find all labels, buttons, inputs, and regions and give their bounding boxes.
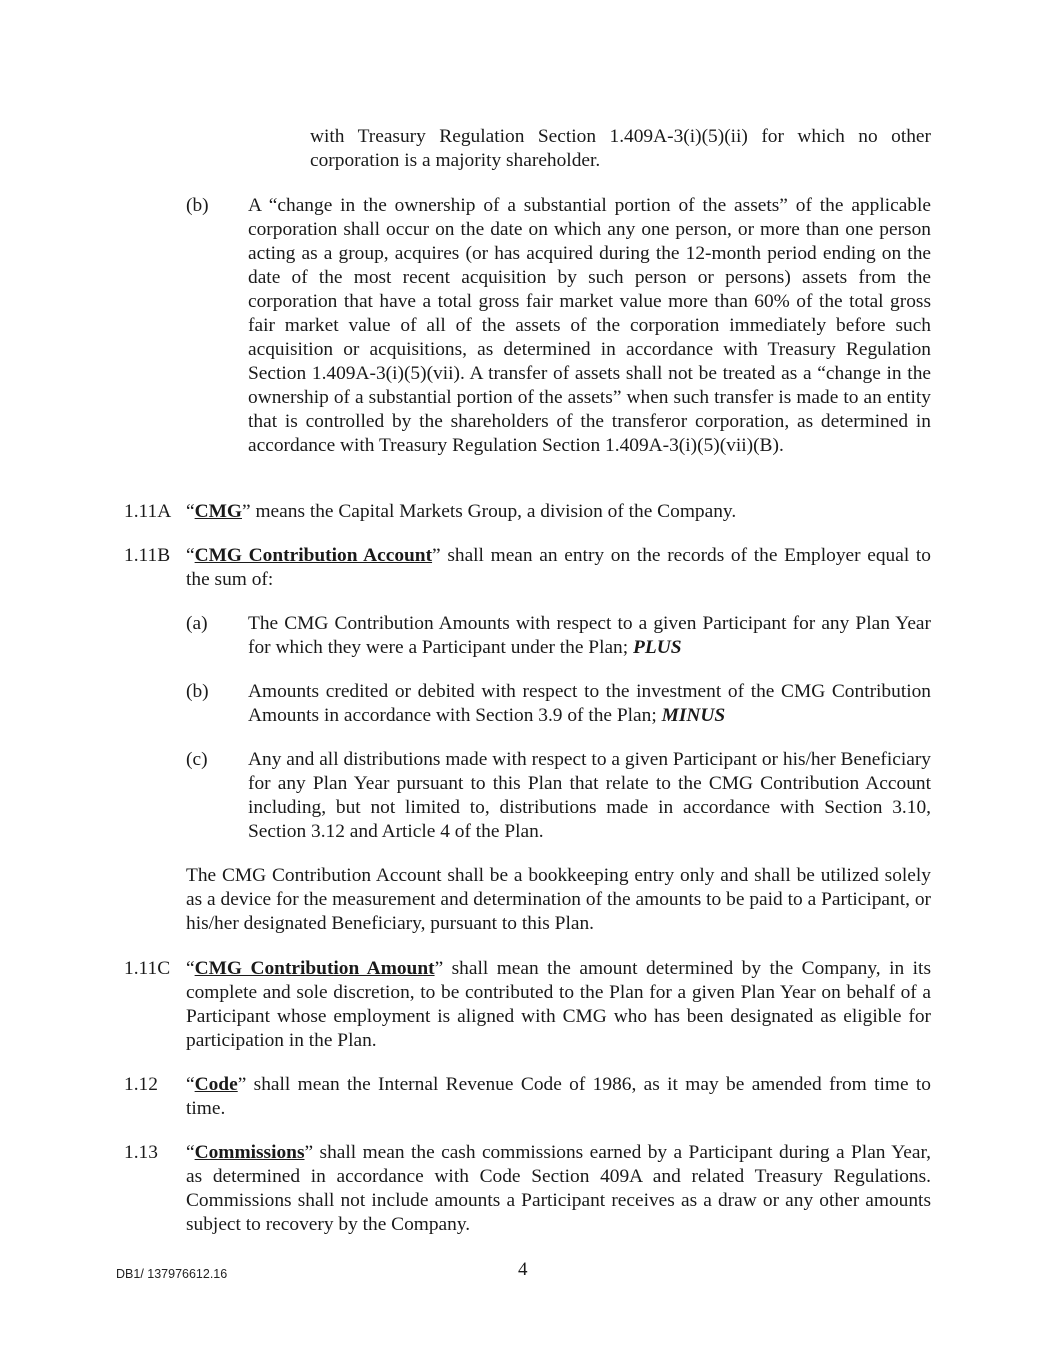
section-1-11b: [186, 544, 931, 592]
item-a: [248, 612, 931, 660]
item-a-text: The CMG Contribution Amounts with respect to a given Participant for any Plan Year for which they were a Participant under the Plan;: [248, 613, 931, 658]
section-number-1-11c: 1.11C: [124, 958, 171, 979]
section-1-12: [186, 1073, 931, 1121]
item-b-label: (b): [186, 681, 209, 702]
section-number-1-12: 1.12: [124, 1074, 158, 1095]
item-b: [248, 680, 931, 728]
section-1-11c: [186, 957, 931, 1053]
section-1-11a: [186, 500, 931, 524]
defined-term-cmg-contribution-amount: CMG Contribution Amount: [194, 958, 435, 979]
defined-term-code: Code: [194, 1074, 238, 1095]
item-b-text: Amounts credited or debited with respect to the investment of the CMG Contribution Amounts in accordance with Section 3.9 of the Plan;: [248, 681, 931, 726]
section-1-13: [186, 1141, 931, 1237]
item-c-label: (c): [186, 749, 208, 770]
definition-text: ” shall mean the Internal Revenue Code of 1986, as it may be amended from time to time.: [186, 1074, 931, 1119]
open-quote: “: [186, 1074, 195, 1095]
definition-text: ” shall mean the cash commissions earned by a Participant during a Plan Year, as determined in accordance with Code Section 409A and related Treasury Regulations. Commissions shall not include amounts a Participant receives as a draw or any other amounts subject to recovery by the Company.: [186, 1142, 931, 1235]
defined-term-commissions: Commissions: [194, 1142, 305, 1163]
open-quote: “: [186, 958, 195, 979]
page-number: 4: [518, 1259, 528, 1280]
definition-text: ” means the Capital Markets Group, a division of the Company.: [242, 501, 737, 522]
defined-term-cmg-contribution-account: CMG Contribution Account: [194, 545, 433, 566]
defined-term-cmg: CMG: [194, 501, 242, 522]
sub-b-text: A “change in the ownership of a substantial portion of the assets” of the applicable corporation shall occur on the date on which any one person, or more than one person acting as a group, acquires (or has acquired during the 12-month period ending on the date of the most recent acquisition by such person or persons) assets from the corporation that have a total gross fair market value more than 60% of the total gross fair market value of all of the assets of the corporation immediately before such acquisition or acquisitions, as determined in accordance with Treasury Regulation Section 1.409A-3(i)(5)(vii). A transfer of assets shall not be treated as a “change in the ownership of a substantial portion of the assets” when such transfer is made to an entity that is controlled by the shareholders of the transferor corporation, as determined in accordance with Treasury Regulation Section 1.409A-3(i)(5)(vii)(B).: [248, 195, 931, 456]
item-a-label: (a): [186, 613, 208, 634]
section-number-1-13: 1.13: [124, 1142, 158, 1163]
item-a-emphasis: PLUS: [633, 637, 682, 658]
intro-continuation: with Treasury Regulation Section 1.409A-3(i)(5)(ii) for which no other corporation is a majority shareholder.: [310, 126, 931, 171]
item-c-text: Any and all distributions made with respect to a given Participant or his/her Beneficiary for any Plan Year pursuant to this Plan that relate to the CMG Contribution Account including, but not limited to, distributions made in accordance with Section 3.10, Section 3.12 and Article 4 of the Plan.: [248, 749, 931, 842]
open-quote: “: [186, 545, 195, 566]
open-quote: “: [186, 1142, 195, 1163]
sub-b-label: (b): [186, 195, 209, 216]
section-1-11b-closing: The CMG Contribution Account shall be a bookkeeping entry only and shall be utilized solely as a device for the measurement and determination of the amounts to be paid to a Participant, or his/her designated Beneficiary, pursuant to this Plan.: [186, 865, 931, 934]
definition-text: ” shall mean an entry on the records of the Employer equal to the sum of:: [186, 545, 932, 590]
definition-text: ” shall mean the amount determined by the Company, in its complete and sole discretion, to be contributed to the Plan for a given Plan Year on behalf of a Participant whose employment is aligned with CMG who has been designated as eligible for participation in the Plan.: [186, 958, 931, 1051]
document-id: DB1/ 137976612.16: [116, 1267, 228, 1281]
open-quote: “: [186, 501, 195, 522]
section-number-1-11b: 1.11B: [124, 545, 171, 566]
section-number-1-11a: 1.11A: [124, 501, 172, 522]
item-b-emphasis: MINUS: [661, 705, 726, 726]
